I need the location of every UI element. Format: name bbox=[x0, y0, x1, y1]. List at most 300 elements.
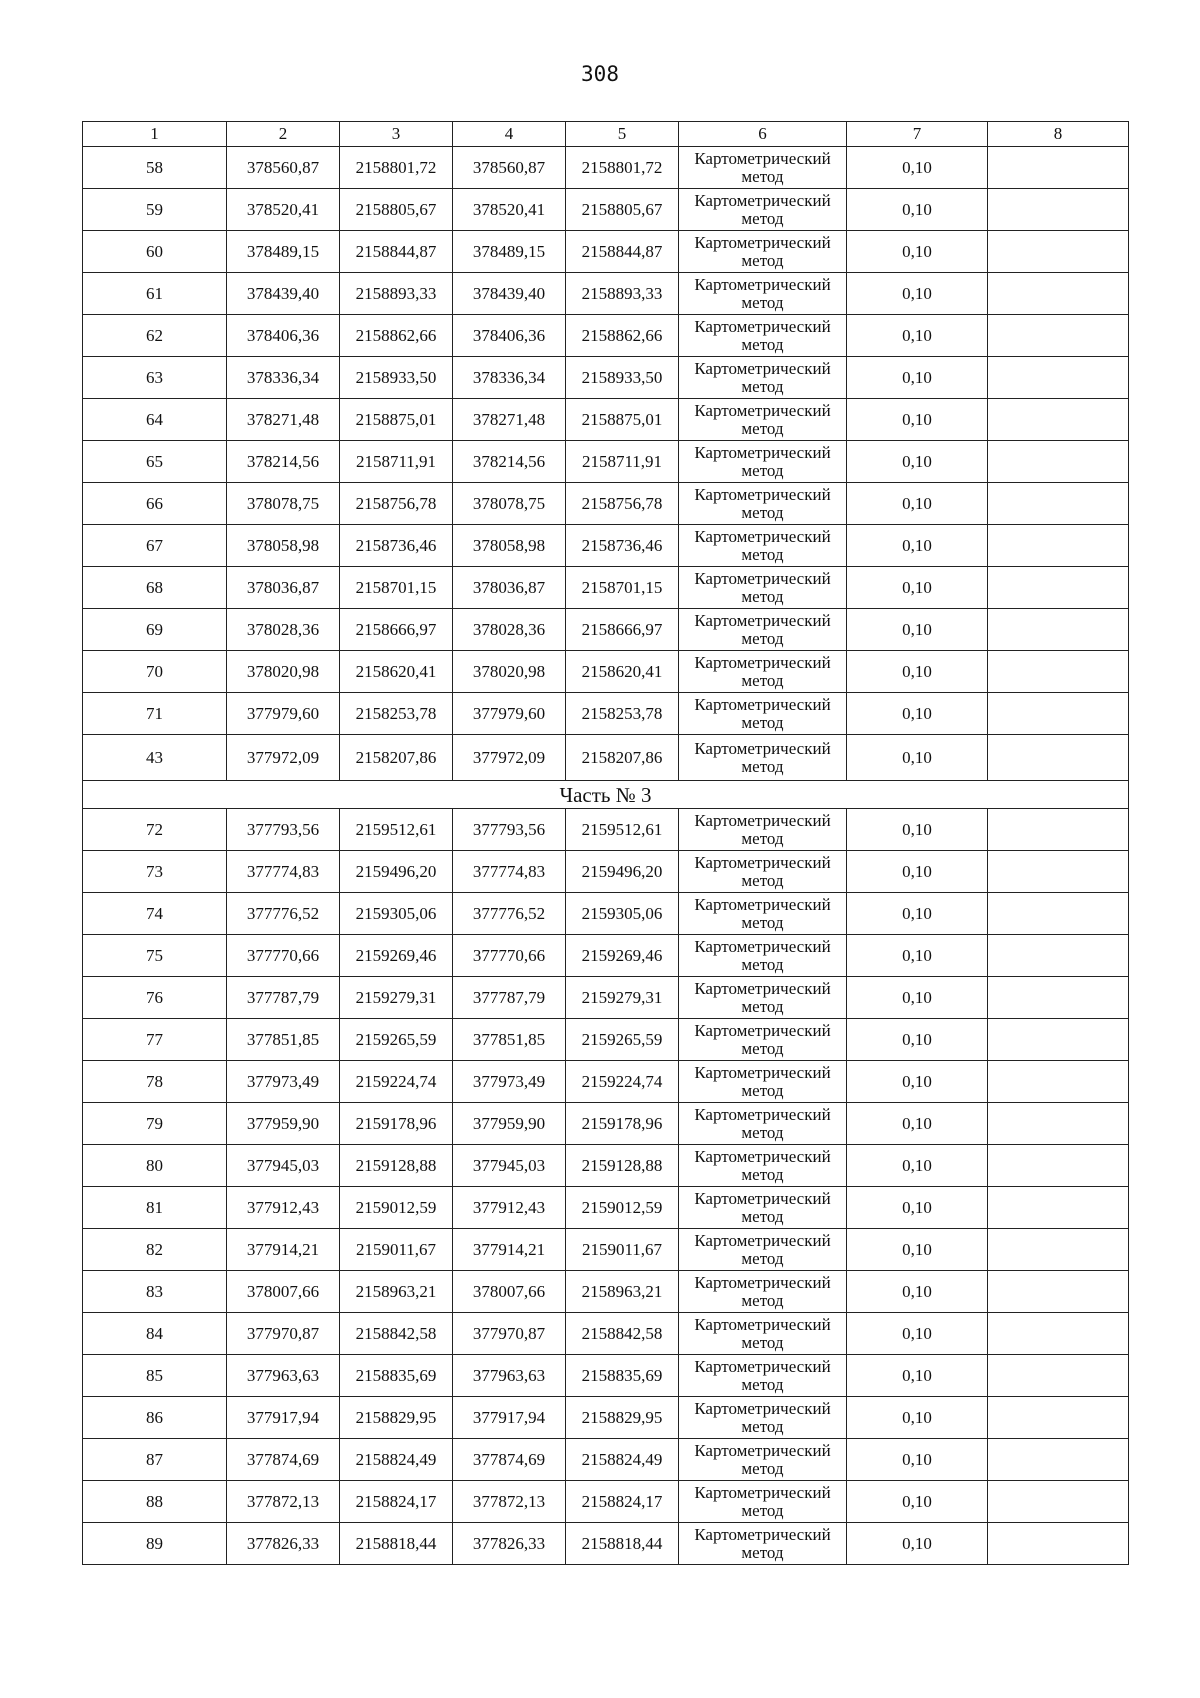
cell-point-number: 73 bbox=[83, 851, 227, 893]
cell-c7: 0,10 bbox=[847, 273, 988, 315]
method-line-1: Картометрический bbox=[694, 1062, 831, 1082]
cell-c2: 377914,21 bbox=[227, 1229, 340, 1271]
cell-method bbox=[679, 977, 847, 1019]
cell-c4: 378214,56 bbox=[453, 441, 566, 483]
method-line-2: метод bbox=[741, 1458, 784, 1478]
cell-c3: 2158207,86 bbox=[340, 735, 453, 781]
cell-method bbox=[679, 1397, 847, 1439]
cell-c7: 0,10 bbox=[847, 693, 988, 735]
cell-c8 bbox=[988, 567, 1129, 609]
cell-c3: 2159265,59 bbox=[340, 1019, 453, 1061]
cell-c2: 377851,85 bbox=[227, 1019, 340, 1061]
cell-point-number: 67 bbox=[83, 525, 227, 567]
cell-point-number: 86 bbox=[83, 1397, 227, 1439]
cell-point-number: 80 bbox=[83, 1145, 227, 1187]
cell-c4: 378489,15 bbox=[453, 231, 566, 273]
cell-c4: 377917,94 bbox=[453, 1397, 566, 1439]
cell-c4: 377793,56 bbox=[453, 809, 566, 851]
cell-c8 bbox=[988, 1313, 1129, 1355]
cell-c3: 2158829,95 bbox=[340, 1397, 453, 1439]
cell-c5: 2159305,06 bbox=[566, 893, 679, 935]
cell-point-number: 60 bbox=[83, 231, 227, 273]
table-row bbox=[83, 1061, 1129, 1103]
cell-c8 bbox=[988, 1481, 1129, 1523]
cell-method bbox=[679, 851, 847, 893]
cell-point-number: 88 bbox=[83, 1481, 227, 1523]
cell-c7: 0,10 bbox=[847, 977, 988, 1019]
cell-c5: 2158666,97 bbox=[566, 609, 679, 651]
cell-c2: 377787,79 bbox=[227, 977, 340, 1019]
cell-c5: 2158844,87 bbox=[566, 231, 679, 273]
cell-c7: 0,10 bbox=[847, 1439, 988, 1481]
cell-c8 bbox=[988, 1187, 1129, 1229]
cell-c3: 2158835,69 bbox=[340, 1355, 453, 1397]
method-line-2: метод bbox=[741, 502, 784, 522]
cell-c2: 377874,69 bbox=[227, 1439, 340, 1481]
cell-c2: 378489,15 bbox=[227, 231, 340, 273]
cell-c2: 377979,60 bbox=[227, 693, 340, 735]
table-row bbox=[83, 147, 1129, 189]
cell-c7: 0,10 bbox=[847, 893, 988, 935]
cell-c7: 0,10 bbox=[847, 735, 988, 781]
cell-method bbox=[679, 231, 847, 273]
cell-method bbox=[679, 399, 847, 441]
cell-c2: 377972,09 bbox=[227, 735, 340, 781]
cell-c2: 378078,75 bbox=[227, 483, 340, 525]
cell-method bbox=[679, 1187, 847, 1229]
cell-c3: 2158862,66 bbox=[340, 315, 453, 357]
cell-c4: 377914,21 bbox=[453, 1229, 566, 1271]
cell-point-number: 66 bbox=[83, 483, 227, 525]
cell-c4: 378078,75 bbox=[453, 483, 566, 525]
cell-c2: 377945,03 bbox=[227, 1145, 340, 1187]
method-line-1: Картометрический bbox=[694, 274, 831, 294]
cell-c8 bbox=[988, 893, 1129, 935]
column-header: 8 bbox=[988, 122, 1129, 147]
cell-c8 bbox=[988, 935, 1129, 977]
cell-c7: 0,10 bbox=[847, 851, 988, 893]
cell-c4: 377776,52 bbox=[453, 893, 566, 935]
cell-c8 bbox=[988, 977, 1129, 1019]
method-line-1: Картометрический bbox=[694, 810, 831, 830]
column-header: 4 bbox=[453, 122, 566, 147]
cell-method bbox=[679, 1481, 847, 1523]
method-line-2: метод bbox=[741, 586, 784, 606]
cell-c8 bbox=[988, 735, 1129, 781]
cell-c5: 2158835,69 bbox=[566, 1355, 679, 1397]
cell-c7: 0,10 bbox=[847, 1145, 988, 1187]
cell-method bbox=[679, 1439, 847, 1481]
cell-point-number: 71 bbox=[83, 693, 227, 735]
cell-c3: 2158893,33 bbox=[340, 273, 453, 315]
cell-c2: 377912,43 bbox=[227, 1187, 340, 1229]
cell-c8 bbox=[988, 1145, 1129, 1187]
cell-point-number: 83 bbox=[83, 1271, 227, 1313]
cell-point-number: 43 bbox=[83, 735, 227, 781]
cell-c7: 0,10 bbox=[847, 189, 988, 231]
cell-c3: 2158824,49 bbox=[340, 1439, 453, 1481]
cell-method bbox=[679, 1271, 847, 1313]
cell-c7: 0,10 bbox=[847, 651, 988, 693]
method-line-1: Картометрический bbox=[694, 316, 831, 336]
cell-c5: 2158824,17 bbox=[566, 1481, 679, 1523]
method-line-1: Картометрический bbox=[694, 1440, 831, 1460]
cell-c3: 2158253,78 bbox=[340, 693, 453, 735]
cell-c7: 0,10 bbox=[847, 1187, 988, 1229]
cell-c2: 378028,36 bbox=[227, 609, 340, 651]
cell-c7: 0,10 bbox=[847, 609, 988, 651]
cell-c2: 378520,41 bbox=[227, 189, 340, 231]
cell-c8 bbox=[988, 1397, 1129, 1439]
cell-method bbox=[679, 1019, 847, 1061]
cell-c4: 377970,87 bbox=[453, 1313, 566, 1355]
method-line-2: метод bbox=[741, 1332, 784, 1352]
method-line-2: метод bbox=[741, 166, 784, 186]
cell-c7: 0,10 bbox=[847, 441, 988, 483]
cell-point-number: 59 bbox=[83, 189, 227, 231]
cell-c7: 0,10 bbox=[847, 231, 988, 273]
method-line-1: Картометрический bbox=[694, 400, 831, 420]
method-line-1: Картометрический bbox=[694, 1104, 831, 1124]
cell-c4: 378036,87 bbox=[453, 567, 566, 609]
cell-c3: 2158701,15 bbox=[340, 567, 453, 609]
cell-c2: 378007,66 bbox=[227, 1271, 340, 1313]
table-row bbox=[83, 1019, 1129, 1061]
section-row bbox=[83, 781, 1129, 809]
page-number: 308 bbox=[581, 62, 619, 86]
cell-c8 bbox=[988, 1271, 1129, 1313]
method-line-1: Картометрический bbox=[694, 1356, 831, 1376]
table-row bbox=[83, 1313, 1129, 1355]
table-row bbox=[83, 1439, 1129, 1481]
cell-c2: 377973,49 bbox=[227, 1061, 340, 1103]
cell-c2: 378406,36 bbox=[227, 315, 340, 357]
cell-c5: 2159265,59 bbox=[566, 1019, 679, 1061]
table-body bbox=[83, 147, 1129, 1565]
cell-c5: 2159224,74 bbox=[566, 1061, 679, 1103]
cell-c5: 2158805,67 bbox=[566, 189, 679, 231]
cell-point-number: 81 bbox=[83, 1187, 227, 1229]
cell-c7: 0,10 bbox=[847, 483, 988, 525]
cell-c8 bbox=[988, 315, 1129, 357]
cell-c4: 377979,60 bbox=[453, 693, 566, 735]
table-header bbox=[83, 122, 1129, 147]
cell-c5: 2159012,59 bbox=[566, 1187, 679, 1229]
table-row bbox=[83, 977, 1129, 1019]
method-line-2: метод bbox=[741, 1542, 784, 1562]
cell-c5: 2158824,49 bbox=[566, 1439, 679, 1481]
cell-c8 bbox=[988, 1439, 1129, 1481]
method-line-1: Картометрический bbox=[694, 1524, 831, 1544]
cell-c3: 2159011,67 bbox=[340, 1229, 453, 1271]
cell-c3: 2158736,46 bbox=[340, 525, 453, 567]
cell-c8 bbox=[988, 609, 1129, 651]
coordinates-table bbox=[82, 121, 1129, 1565]
cell-method bbox=[679, 809, 847, 851]
method-line-2: метод bbox=[741, 1038, 784, 1058]
table-row bbox=[83, 1271, 1129, 1313]
cell-c4: 377945,03 bbox=[453, 1145, 566, 1187]
cell-c8 bbox=[988, 483, 1129, 525]
method-line-2: метод bbox=[741, 712, 784, 732]
method-line-2: метод bbox=[741, 208, 784, 228]
cell-c4: 378271,48 bbox=[453, 399, 566, 441]
cell-c3: 2158818,44 bbox=[340, 1523, 453, 1565]
table-row bbox=[83, 525, 1129, 567]
table-row bbox=[83, 1187, 1129, 1229]
table-row bbox=[83, 809, 1129, 851]
method-line-1: Картометрический bbox=[694, 1482, 831, 1502]
table-row bbox=[83, 893, 1129, 935]
cell-method bbox=[679, 693, 847, 735]
cell-c4: 377770,66 bbox=[453, 935, 566, 977]
cell-c3: 2159012,59 bbox=[340, 1187, 453, 1229]
cell-point-number: 78 bbox=[83, 1061, 227, 1103]
cell-method bbox=[679, 1061, 847, 1103]
cell-c2: 378271,48 bbox=[227, 399, 340, 441]
table-row bbox=[83, 1229, 1129, 1271]
cell-c3: 2158963,21 bbox=[340, 1271, 453, 1313]
method-line-1: Картометрический bbox=[694, 852, 831, 872]
cell-c2: 377793,56 bbox=[227, 809, 340, 851]
cell-method bbox=[679, 935, 847, 977]
method-line-1: Картометрический bbox=[694, 1272, 831, 1292]
column-header: 1 bbox=[83, 122, 227, 147]
cell-c8 bbox=[988, 399, 1129, 441]
cell-c2: 377776,52 bbox=[227, 893, 340, 935]
cell-c2: 377770,66 bbox=[227, 935, 340, 977]
cell-method bbox=[679, 651, 847, 693]
cell-c7: 0,10 bbox=[847, 1355, 988, 1397]
cell-point-number: 75 bbox=[83, 935, 227, 977]
cell-c7: 0,10 bbox=[847, 1523, 988, 1565]
cell-c8 bbox=[988, 1019, 1129, 1061]
method-line-1: Картометрический bbox=[694, 738, 831, 758]
cell-method bbox=[679, 147, 847, 189]
cell-c2: 378020,98 bbox=[227, 651, 340, 693]
table-row bbox=[83, 483, 1129, 525]
cell-c8 bbox=[988, 851, 1129, 893]
cell-c7: 0,10 bbox=[847, 1229, 988, 1271]
cell-c7: 0,10 bbox=[847, 935, 988, 977]
cell-c5: 2158862,66 bbox=[566, 315, 679, 357]
column-header: 7 bbox=[847, 122, 988, 147]
method-line-2: метод bbox=[741, 1500, 784, 1520]
cell-c3: 2159305,06 bbox=[340, 893, 453, 935]
cell-point-number: 85 bbox=[83, 1355, 227, 1397]
table-row bbox=[83, 609, 1129, 651]
table-row bbox=[83, 1481, 1129, 1523]
cell-c5: 2159011,67 bbox=[566, 1229, 679, 1271]
method-line-1: Картометрический bbox=[694, 442, 831, 462]
cell-c4: 378336,34 bbox=[453, 357, 566, 399]
table-row bbox=[83, 357, 1129, 399]
method-line-2: метод bbox=[741, 1122, 784, 1142]
cell-c7: 0,10 bbox=[847, 1397, 988, 1439]
cell-c8 bbox=[988, 1355, 1129, 1397]
cell-c5: 2158736,46 bbox=[566, 525, 679, 567]
cell-c5: 2158818,44 bbox=[566, 1523, 679, 1565]
cell-method bbox=[679, 609, 847, 651]
cell-c5: 2158842,58 bbox=[566, 1313, 679, 1355]
cell-point-number: 79 bbox=[83, 1103, 227, 1145]
method-line-2: метод bbox=[741, 670, 784, 690]
header-row bbox=[83, 122, 1129, 147]
method-line-1: Картометрический bbox=[694, 526, 831, 546]
cell-c2: 378560,87 bbox=[227, 147, 340, 189]
cell-point-number: 65 bbox=[83, 441, 227, 483]
cell-c4: 377872,13 bbox=[453, 1481, 566, 1523]
cell-c5: 2159512,61 bbox=[566, 809, 679, 851]
cell-method bbox=[679, 273, 847, 315]
cell-c4: 378028,36 bbox=[453, 609, 566, 651]
cell-c5: 2159269,46 bbox=[566, 935, 679, 977]
cell-c4: 377972,09 bbox=[453, 735, 566, 781]
cell-c3: 2158756,78 bbox=[340, 483, 453, 525]
method-line-1: Картометрический bbox=[694, 1314, 831, 1334]
method-line-2: метод bbox=[741, 1080, 784, 1100]
cell-c4: 378007,66 bbox=[453, 1271, 566, 1313]
method-line-2: метод bbox=[741, 628, 784, 648]
method-line-2: метод bbox=[741, 418, 784, 438]
cell-c5: 2158711,91 bbox=[566, 441, 679, 483]
method-line-2: метод bbox=[741, 334, 784, 354]
cell-c8 bbox=[988, 1061, 1129, 1103]
cell-c7: 0,10 bbox=[847, 567, 988, 609]
method-line-1: Картометрический bbox=[694, 232, 831, 252]
cell-c4: 377963,63 bbox=[453, 1355, 566, 1397]
method-line-1: Картометрический bbox=[694, 358, 831, 378]
cell-c4: 377973,49 bbox=[453, 1061, 566, 1103]
method-line-2: метод bbox=[741, 1206, 784, 1226]
cell-c7: 0,10 bbox=[847, 147, 988, 189]
cell-c8 bbox=[988, 273, 1129, 315]
cell-c7: 0,10 bbox=[847, 315, 988, 357]
cell-point-number: 61 bbox=[83, 273, 227, 315]
cell-method bbox=[679, 357, 847, 399]
method-line-2: метод bbox=[741, 1248, 784, 1268]
method-line-1: Картометрический bbox=[694, 1146, 831, 1166]
method-line-2: метод bbox=[741, 870, 784, 890]
cell-c8 bbox=[988, 1103, 1129, 1145]
method-line-2: метод bbox=[741, 376, 784, 396]
method-line-1: Картометрический bbox=[694, 1188, 831, 1208]
method-line-2: метод bbox=[741, 1290, 784, 1310]
cell-c8 bbox=[988, 651, 1129, 693]
cell-c2: 377872,13 bbox=[227, 1481, 340, 1523]
method-line-2: метод bbox=[741, 1164, 784, 1184]
cell-c4: 378439,40 bbox=[453, 273, 566, 315]
cell-c4: 377774,83 bbox=[453, 851, 566, 893]
table-row bbox=[83, 693, 1129, 735]
cell-point-number: 89 bbox=[83, 1523, 227, 1565]
cell-point-number: 76 bbox=[83, 977, 227, 1019]
cell-point-number: 82 bbox=[83, 1229, 227, 1271]
cell-method bbox=[679, 525, 847, 567]
cell-c5: 2158253,78 bbox=[566, 693, 679, 735]
cell-c4: 377874,69 bbox=[453, 1439, 566, 1481]
cell-c2: 378336,34 bbox=[227, 357, 340, 399]
cell-c8 bbox=[988, 147, 1129, 189]
method-line-1: Картометрический bbox=[694, 190, 831, 210]
cell-method bbox=[679, 1313, 847, 1355]
cell-c8 bbox=[988, 1523, 1129, 1565]
cell-method bbox=[679, 1229, 847, 1271]
cell-method bbox=[679, 1145, 847, 1187]
cell-c3: 2158842,58 bbox=[340, 1313, 453, 1355]
table-row bbox=[83, 189, 1129, 231]
table-row bbox=[83, 231, 1129, 273]
cell-c2: 377970,87 bbox=[227, 1313, 340, 1355]
method-line-2: метод bbox=[741, 954, 784, 974]
cell-c4: 378058,98 bbox=[453, 525, 566, 567]
cell-c2: 377959,90 bbox=[227, 1103, 340, 1145]
cell-c3: 2159128,88 bbox=[340, 1145, 453, 1187]
cell-c7: 0,10 bbox=[847, 809, 988, 851]
cell-c3: 2159512,61 bbox=[340, 809, 453, 851]
cell-c3: 2159269,46 bbox=[340, 935, 453, 977]
cell-c7: 0,10 bbox=[847, 357, 988, 399]
table-row bbox=[83, 1355, 1129, 1397]
cell-c2: 377963,63 bbox=[227, 1355, 340, 1397]
cell-point-number: 74 bbox=[83, 893, 227, 935]
cell-c3: 2158805,67 bbox=[340, 189, 453, 231]
cell-c5: 2158801,72 bbox=[566, 147, 679, 189]
cell-c3: 2159496,20 bbox=[340, 851, 453, 893]
cell-c2: 378058,98 bbox=[227, 525, 340, 567]
cell-point-number: 69 bbox=[83, 609, 227, 651]
cell-c4: 377959,90 bbox=[453, 1103, 566, 1145]
cell-c4: 378406,36 bbox=[453, 315, 566, 357]
cell-c4: 378520,41 bbox=[453, 189, 566, 231]
cell-point-number: 68 bbox=[83, 567, 227, 609]
cell-c7: 0,10 bbox=[847, 525, 988, 567]
cell-c8 bbox=[988, 693, 1129, 735]
cell-c8 bbox=[988, 525, 1129, 567]
cell-c5: 2158963,21 bbox=[566, 1271, 679, 1313]
cell-c8 bbox=[988, 231, 1129, 273]
cell-point-number: 72 bbox=[83, 809, 227, 851]
cell-c5: 2158701,15 bbox=[566, 567, 679, 609]
method-line-1: Картометрический bbox=[694, 610, 831, 630]
table-row bbox=[83, 1103, 1129, 1145]
cell-c7: 0,10 bbox=[847, 1061, 988, 1103]
method-line-2: метод bbox=[741, 544, 784, 564]
cell-c3: 2159224,74 bbox=[340, 1061, 453, 1103]
cell-c3: 2158844,87 bbox=[340, 231, 453, 273]
cell-point-number: 63 bbox=[83, 357, 227, 399]
cell-c5: 2159178,96 bbox=[566, 1103, 679, 1145]
method-line-1: Картометрический bbox=[694, 568, 831, 588]
cell-c3: 2158711,91 bbox=[340, 441, 453, 483]
section-title: Часть № 3 bbox=[83, 781, 1129, 809]
method-line-2: метод bbox=[741, 460, 784, 480]
cell-c5: 2159496,20 bbox=[566, 851, 679, 893]
cell-c5: 2158756,78 bbox=[566, 483, 679, 525]
cell-c3: 2158933,50 bbox=[340, 357, 453, 399]
cell-c5: 2158207,86 bbox=[566, 735, 679, 781]
cell-c3: 2158801,72 bbox=[340, 147, 453, 189]
column-header: 6 bbox=[679, 122, 847, 147]
cell-method bbox=[679, 441, 847, 483]
method-line-1: Картометрический bbox=[694, 894, 831, 914]
method-line-2: метод bbox=[741, 1374, 784, 1394]
cell-c8 bbox=[988, 357, 1129, 399]
cell-method bbox=[679, 735, 847, 781]
table-row bbox=[83, 273, 1129, 315]
cell-c5: 2158620,41 bbox=[566, 651, 679, 693]
method-line-2: метод bbox=[741, 1416, 784, 1436]
